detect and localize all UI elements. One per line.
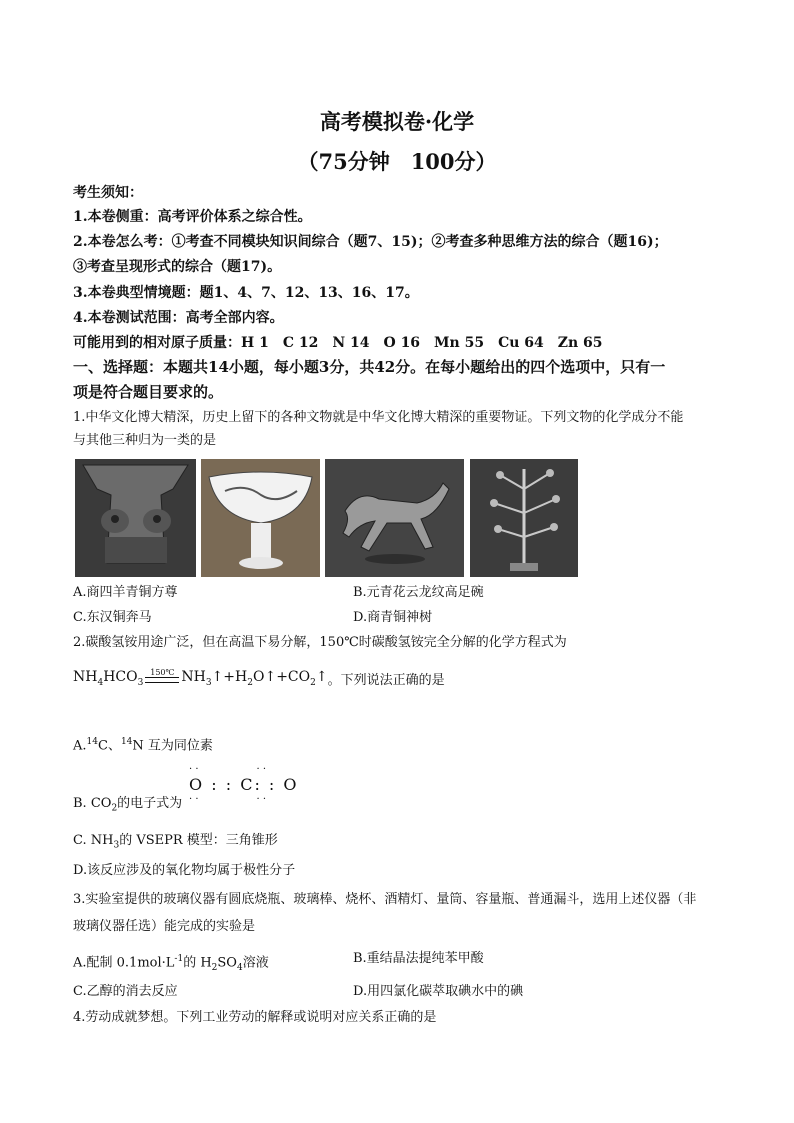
q3-stem-line1: 3.实验室提供的玻璃仪器有圆底烧瓶、玻璃棒、烧杯、酒精灯、量筒、容量瓶、普通漏斗，选用上述仪器（非 <box>73 892 697 907</box>
notes-item-4: 4.本卷测试范围：高考全部内容。 <box>73 310 284 326</box>
photo-bronze-sacred-tree <box>470 459 578 577</box>
reaction-condition: 150℃ <box>150 668 175 677</box>
q2-option-c: C. $NH_3$的 VSEPR 模型：三角锥形 <box>73 833 278 851</box>
page-title: 高考模拟卷·化学 <box>319 109 475 134</box>
q3-option-c: C.乙醇的消去反应 <box>73 984 178 999</box>
atomic-mass-line: 可能用到的相对原子质量：H 1 C 12 N 14 O 16 Mn 55 Cu 64 Zn 65 <box>73 335 603 351</box>
formula-nh4hco3: $NH_4HCO_3$ <box>73 669 144 688</box>
reaction-condition-arrow <box>145 668 179 688</box>
section-heading-line2: 项是符合题目要求的。 <box>73 383 224 401</box>
q1-option-a: A.商四羊青铜方尊 <box>73 585 178 600</box>
q2-option-a: A.$^{14}$C、$^{14}$N 互为同位素 <box>73 737 213 754</box>
notes-heading: 考生须知： <box>73 185 143 201</box>
notes-item-3: 3.本卷典型情境题：题1、4、7、12、13、16、17。 <box>73 285 419 301</box>
q1-option-c: C.东汉铜奔马 <box>73 610 152 625</box>
q1-option-b: B.元青花云龙纹高足碗 <box>353 585 484 600</box>
q2-option-b: B. $CO_2$的电子式为 <box>73 796 183 814</box>
photo-bronze-zun <box>75 459 196 577</box>
q1-stem-line1: 1.中华文化博大精深，历史上留下的各种文物就是中华文化博大精深的重要物证。下列文物的化学成分不能 <box>73 410 684 425</box>
photo-blue-white-bowl <box>201 459 320 577</box>
co2-lewis-structure: · · · · O : : C: : O · · · · <box>189 764 299 805</box>
q3-option-d: D.用四氯化碳萃取碘水中的碘 <box>353 984 524 999</box>
page-subtitle: （75分钟 100分） <box>297 149 497 174</box>
section-heading-line1: 一、选择题：本题共14小题，每小题3分，共42分。在每小题给出的四个选项中，只有一 <box>73 358 666 376</box>
notes-item-1: 1.本卷侧重：高考评价体系之综合性。 <box>73 209 312 225</box>
q2-stem: 2.碳酸氢铵用途广泛，但在高温下易分解，150℃时碳酸氢铵完全分解的化学方程式为 <box>73 635 567 650</box>
notes-item-2-line1: 2.本卷怎么考：①考查不同模块知识间综合（题7、15)；②考查多种思维方法的综合（题16)； <box>73 234 668 250</box>
q4-stem: 4.劳动成就梦想。下列工业劳动的解释或说明对应关系正确的是 <box>73 1010 437 1025</box>
q2-option-d: D.该反应涉及的氧化物均属于极性分子 <box>73 863 296 878</box>
formula-products: $NH_3↑+H_2O↑+CO_2↑$ <box>181 669 328 688</box>
equals-sign <box>145 677 179 683</box>
photo-bronze-horse <box>325 459 464 577</box>
q2-equation <box>73 668 445 688</box>
q1-option-d: D.商青铜神树 <box>353 610 433 625</box>
notes-item-2-line2: ③考查呈现形式的综合（题17)。 <box>73 259 282 275</box>
q1-stem-line2: 与其他三种归为一类的是 <box>73 433 217 448</box>
q3-option-b: B.重结晶法提纯苯甲酸 <box>353 951 484 966</box>
q3-option-a: A.配制 $0.1mol\cdot L^{-1}$的 $H_2SO_4$溶液 <box>73 954 269 973</box>
q3-stem-line2: 玻璃仪器任选）能完成的实验是 <box>73 919 256 934</box>
q2-eq-tail: 。下列说法正确的是 <box>327 673 445 688</box>
